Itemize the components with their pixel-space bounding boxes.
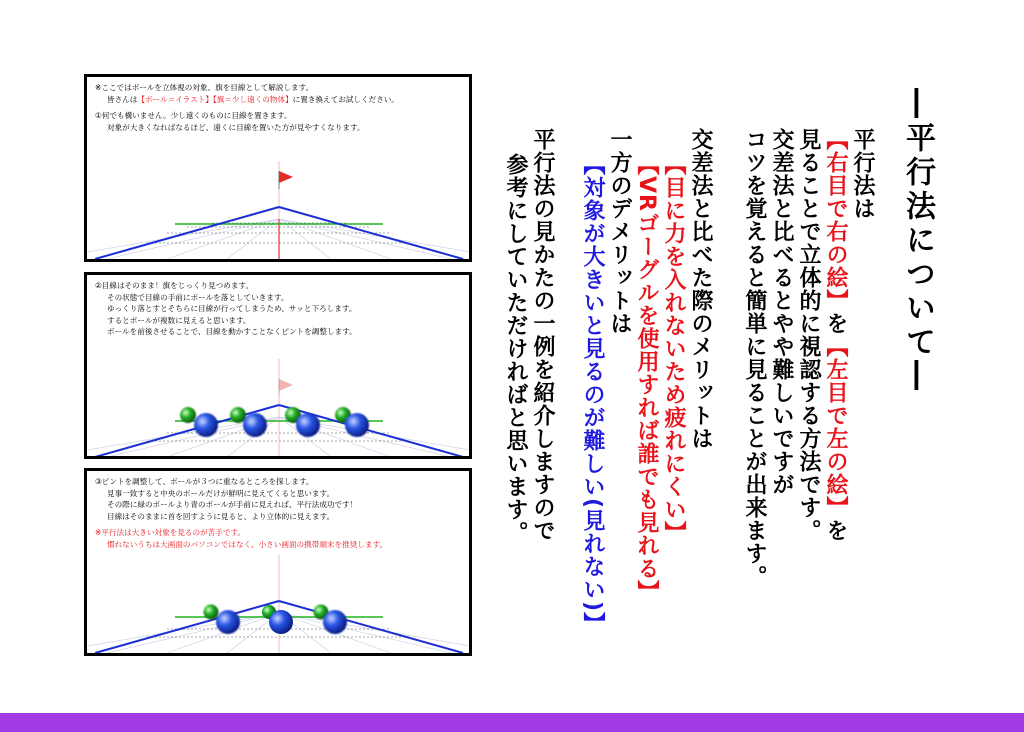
panel-3-note-1: ※平行法は大きい対象を見るのが苦手です。: [95, 528, 246, 538]
blue-ball: [216, 610, 240, 634]
column-12: 参考にしていただければと思います。: [503, 153, 528, 544]
column-1: 平行法は: [850, 128, 875, 220]
green-ball: [204, 605, 219, 620]
illustration-panel-step-2: [84, 272, 472, 459]
bottom-bar: [0, 713, 1024, 732]
column-2: 【右目で右の絵】を【左目で左の絵】を: [823, 128, 848, 542]
flag-icon: [279, 379, 293, 395]
blue-ball: [296, 413, 320, 437]
panel-1-line-3: ①何でも構いません。少し遠くのものに目線を置きます。: [95, 111, 292, 121]
blue-ball: [243, 413, 267, 437]
panel-3-note-2: 慣れないうちは大画面のパソコンではなく、小さい画面の携帯端末を推奨します。: [107, 539, 388, 549]
perspective-grid: [87, 161, 469, 259]
page-title: ―平行法について―: [900, 88, 935, 394]
blue-ball: [323, 610, 347, 634]
perspective-grid: [87, 555, 469, 653]
panel-3-line-3: その際に緑のボールより青のボールが手前に見えれば、平行法成功です！: [107, 500, 358, 510]
column-5: コツを覚えると簡単に見ることが出来ます。: [742, 128, 767, 588]
column-4: 交差法と比べるとやや難しいですが: [769, 128, 794, 496]
panel-2-line-5: ボールを前後させることで、目線を動かすことなくピントを調整します。: [107, 327, 357, 337]
panel-1-line-1: ※ここではボールを立体視の対象、旗を目線として解説します。: [95, 83, 314, 92]
column-10: 【対象が大きいと見るのが難しい(見れない)】: [580, 153, 605, 636]
panel-1-line-2: 皆さんは【ボール＝イラスト】【旗＝少し遠くの物体】に置き換えてお試しください。: [107, 94, 399, 104]
panel-1-line-4: 対象が大きくなればなるほど、遠くに目線を置いた方が見やすくなります。: [107, 122, 365, 132]
panel-1-text: [95, 82, 463, 133]
panel-3-line-2: 見事一致すると中央のボールだけが鮮明に見えてくると思います。: [107, 488, 335, 498]
perspective-grid: [87, 359, 469, 457]
panel-2-line-2: その状態で目線の手前にボールを落としていきます。: [107, 292, 289, 302]
green-ball: [180, 407, 196, 423]
blue-ball: [269, 610, 293, 634]
column-3: 見ることで立体的に視認する方法です。: [796, 128, 821, 542]
flag-icon: [279, 171, 293, 189]
panel-2-line-4: するとボールが複数に見えると思います。: [107, 315, 251, 325]
illustration-panel-step-1: [84, 74, 472, 262]
panel-2-text: [95, 280, 463, 338]
panel-2-line-3: ゆっくり落とすとそちらに目線が行ってしまうため、サッと下ろします。: [107, 304, 357, 314]
green-ball: [230, 407, 246, 423]
panel-3-line-4: 目線はそのままに首を回すように見ると、より立体的に見えます。: [107, 511, 335, 521]
blue-ball: [194, 413, 218, 437]
illustration-panel-step-3: [84, 468, 472, 656]
panel-3-line-1: ③ピントを調整して、ボールが３つに重なるところを探します。: [95, 477, 314, 486]
column-9: 一方のデメリットは: [607, 128, 632, 335]
column-11: 平行法の見かたの一例を紹介しますので: [530, 128, 555, 542]
panel-2-line-1: ②目線はそのまま！旗をじっくり見つめます。: [95, 281, 254, 290]
panel-3-text: [95, 476, 463, 551]
blue-ball: [345, 413, 369, 437]
column-7: 【目に力を入れないため疲れにくい】: [661, 153, 686, 544]
column-6: 交差法と比べた際のメリットは: [688, 128, 713, 450]
column-8: 【VRゴーグルを使用すれば誰でも見れる】: [634, 153, 659, 603]
